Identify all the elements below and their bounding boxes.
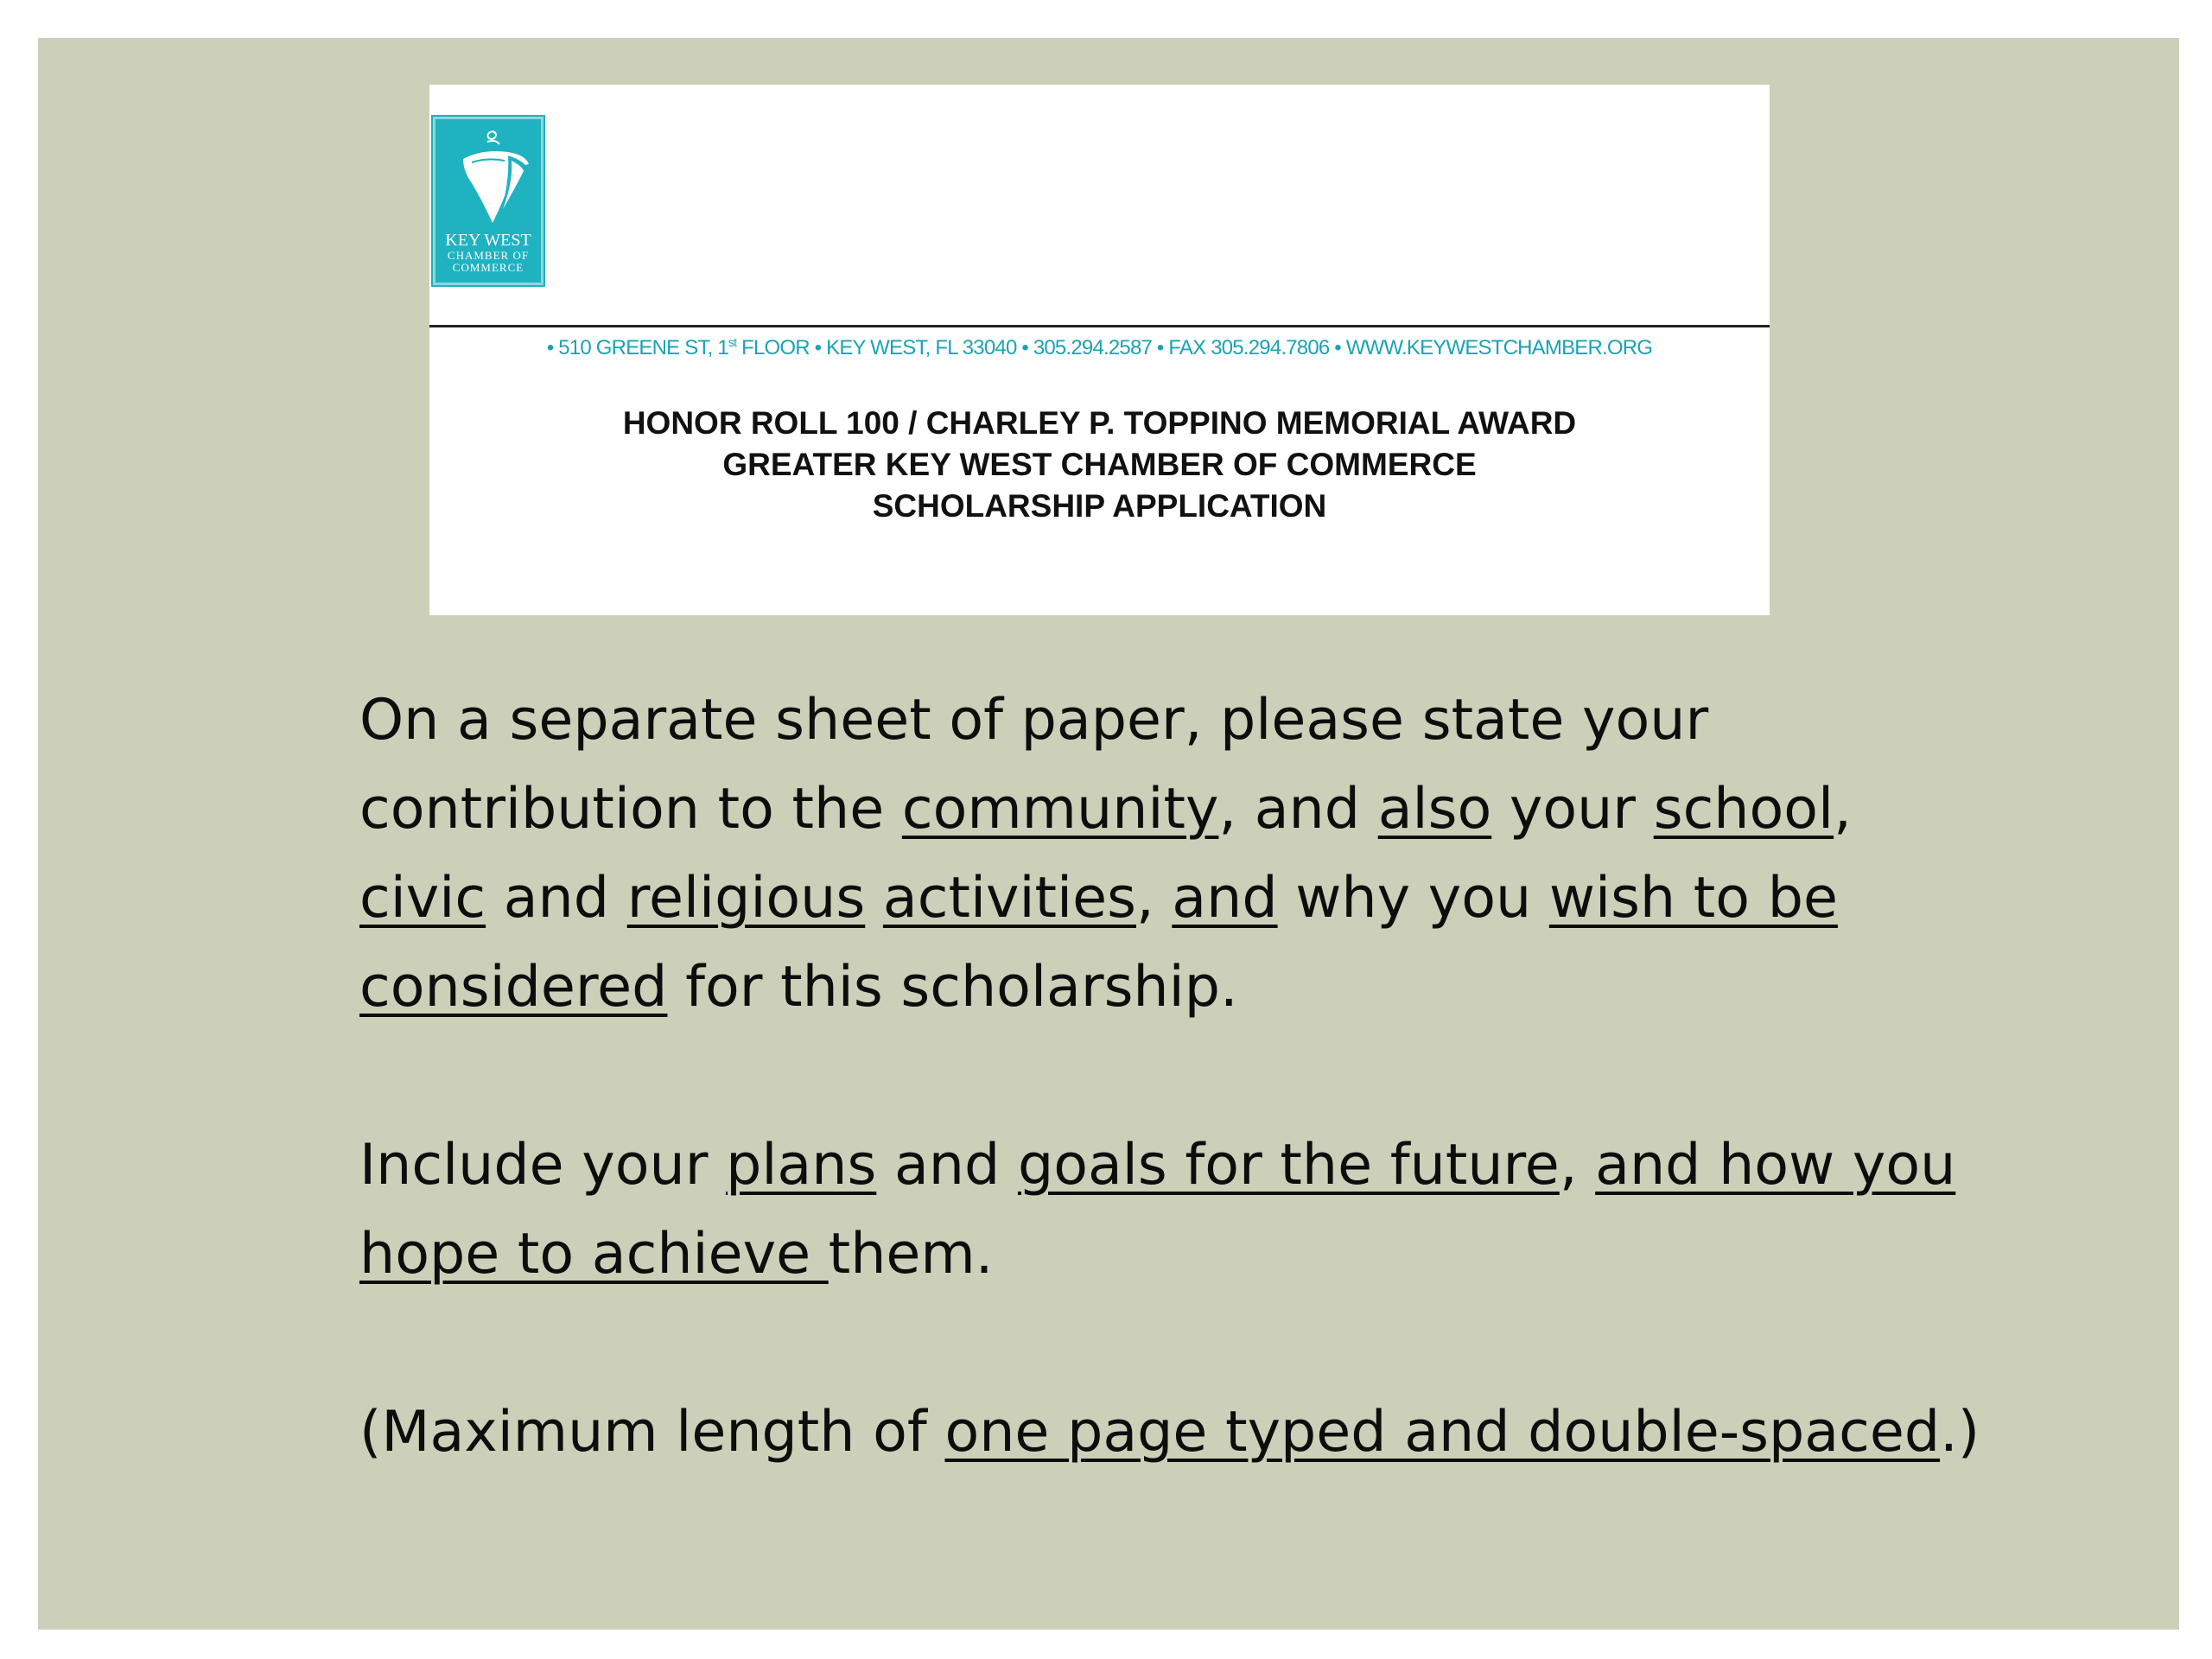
instruction-paragraph-length: [359, 1388, 1984, 1477]
p1-underline-community: community: [901, 777, 1219, 842]
letterhead-image: [429, 85, 1770, 615]
p2-underline-goals: goals for the future: [1017, 1133, 1560, 1198]
p2-text-3: ,: [1559, 1133, 1596, 1198]
address-suffix: FLOOR • KEY WEST, FL 33040 • 305.294.2587 • FAX 305.294.7806 • WWW.KEYWESTCHAMBER.ORG: [736, 336, 1653, 359]
p1-underline-school: school: [1653, 777, 1834, 842]
logo-line1: KEY WEST: [445, 231, 531, 250]
form-titles: [429, 403, 1770, 527]
p1-text-8: why you: [1277, 866, 1549, 931]
p1-text-1: On a separate sheet of paper, please state your contribution to the: [359, 688, 1709, 842]
award-title: HONOR ROLL 100 / CHARLEY P. TOPPINO MEMORIAL AWARD: [622, 405, 1577, 441]
p3-text-1: (Maximum length of: [359, 1400, 945, 1465]
organization-title: GREATER KEY WEST CHAMBER OF COMMERCE: [722, 447, 1477, 482]
chamber-logo: [433, 117, 543, 285]
p2-text-1: Include your: [359, 1133, 727, 1198]
p3-underline-length: one page typed and double-spaced: [944, 1400, 1941, 1465]
p1-text-3: your: [1491, 777, 1654, 842]
p1-underline-religious: religious: [626, 866, 866, 931]
p1-underline-activities: activities: [882, 866, 1136, 931]
p2-underline-achieve: and how you hope to achieve: [359, 1133, 1956, 1287]
p2-underline-plans: plans: [726, 1133, 877, 1198]
p2-text-2: and: [876, 1133, 1018, 1198]
conch-shell-icon: [448, 126, 534, 230]
p1-underline-and: and: [1172, 866, 1278, 931]
instructions: [359, 676, 1984, 1477]
application-title: SCHOLARSHIP APPLICATION: [872, 488, 1327, 524]
letterhead-address: [429, 335, 1770, 360]
p1-text-5: and: [486, 866, 627, 931]
p1-underline-considered: wish to be considered: [359, 866, 1838, 1020]
p2-text-4: them.: [828, 1222, 994, 1287]
p3-text-2: .): [1940, 1400, 1980, 1465]
p1-underline-civic: civic: [359, 866, 486, 931]
p1-underline-also: also: [1377, 777, 1492, 842]
address-superscript: st: [728, 335, 737, 349]
p1-text-9: for this scholarship.: [667, 955, 1238, 1020]
letterhead-divider: [429, 325, 1770, 327]
p1-text-6: [865, 866, 883, 931]
logo-line3: COMMERCE: [452, 261, 524, 274]
p1-text-7: ,: [1135, 866, 1173, 931]
logo-line2: CHAMBER OF: [447, 249, 530, 262]
instruction-paragraph-goals: [359, 1121, 1984, 1299]
p1-text-4: ,: [1834, 777, 1852, 842]
instruction-paragraph-contribution: [359, 676, 1984, 1032]
p1-text-2: , and: [1218, 777, 1378, 842]
slide: [38, 38, 2179, 1630]
logo-wordmark: [435, 232, 541, 273]
address-prefix: • 510 GREENE ST, 1: [546, 336, 728, 359]
